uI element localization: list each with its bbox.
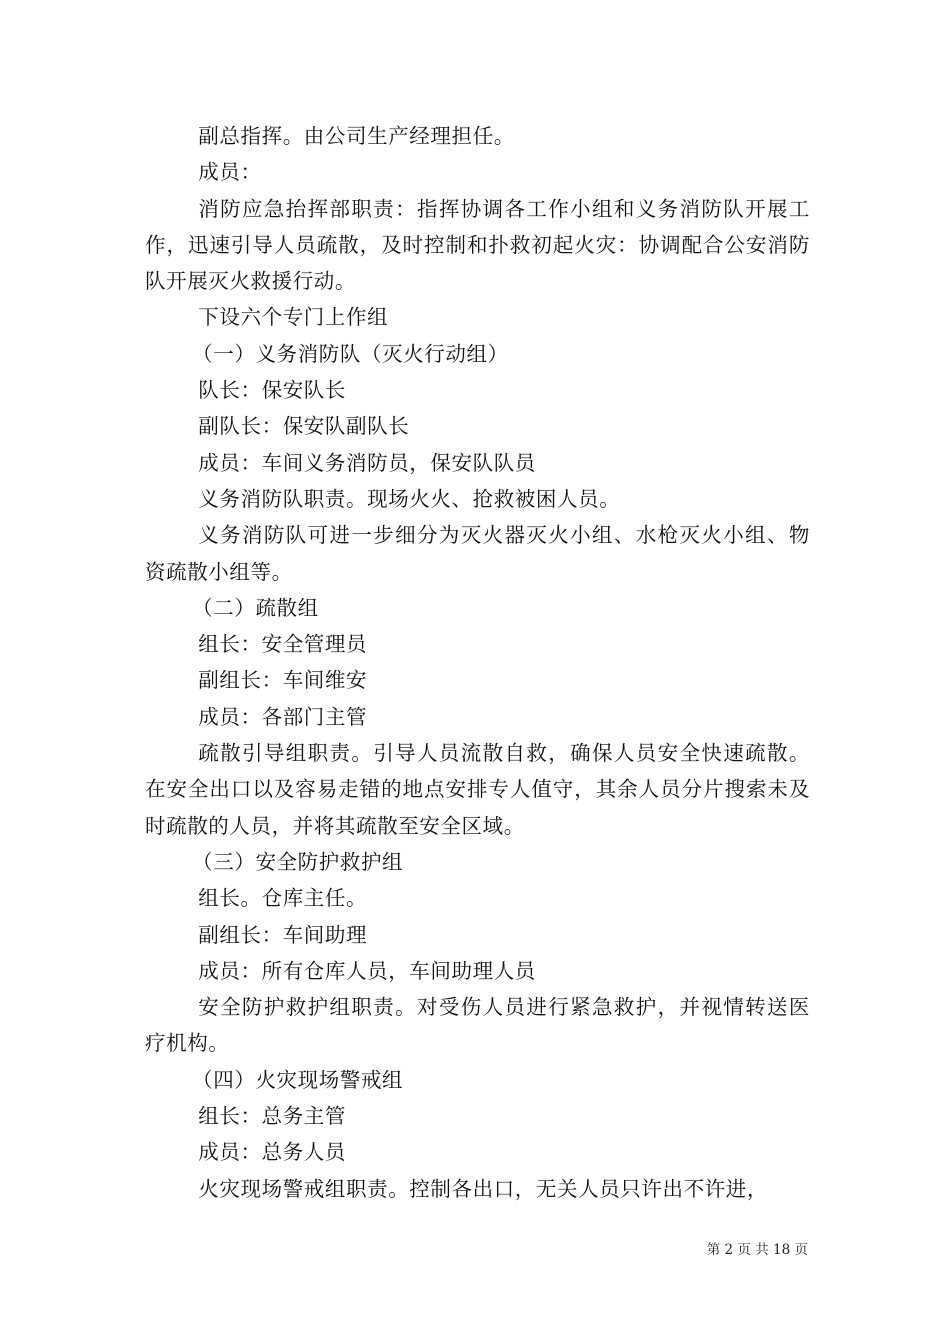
paragraph: 副队长：保安队副队长	[198, 414, 410, 439]
paragraph: 消防应急抬挥部职责：指挥协调各工作小组和义务消防队开展工作，迅速引导人员疏散，及时控制和扑救初起火灾：协调配合公安消防队开展灭火救援行动。	[145, 196, 810, 294]
paragraph: 成员：各部门主管	[198, 704, 368, 729]
paragraph: 成员：所有仓库人员，车间助理人员	[198, 958, 536, 983]
paragraph: 义务消防队可进一步细分为灭火器灭火小组、水枪灭火小组、物资疏散小组等。	[145, 523, 810, 584]
section-heading: （二）疏散组	[192, 595, 319, 620]
paragraph: 副组长：车间助理	[198, 922, 368, 947]
section-heading: （三）安全防护救护组	[192, 849, 404, 874]
paragraph: 队长：保安队长	[198, 378, 346, 403]
paragraph: 组长。仓库主任。	[198, 886, 368, 911]
paragraph: 火灾现场警戒组职责。控制各出口，无关人员只许出不许进，	[198, 1176, 768, 1201]
paragraph: 成员：车间义务消防员，保安队队员	[198, 450, 536, 475]
section-heading: （一）义务消防队（灭火行动组）	[192, 341, 509, 366]
paragraph: 成员：	[198, 160, 262, 185]
page-number: 第 2 页 共 18 页	[706, 1242, 808, 1258]
paragraph: 疏散引导组职责。引导人员流散自救，确保人员安全快速疏散。在安全出口以及容易走错的地点安排专人值守，其余人员分片搜索未及时疏散的人员，并将其疏散至安全区域。	[145, 741, 810, 838]
section-heading: （四）火灾现场警戒组	[192, 1067, 404, 1092]
paragraph: 组长：总务主管	[198, 1104, 346, 1129]
paragraph: 副总指挥。由公司生产经理担任。	[198, 124, 515, 148]
paragraph: 组长：安全管理员	[198, 632, 368, 657]
paragraph: 成员：总务人员	[198, 1140, 346, 1165]
paragraph: 安全防护救护组职责。对受伤人员进行紧急救护，并视情转送医疗机构。	[145, 995, 810, 1056]
paragraph: 下设六个专门上作组	[198, 305, 389, 330]
document-body	[145, 118, 810, 1207]
paragraph: 副组长：车间维安	[198, 668, 368, 693]
paragraph: 义务消防队职责。现场火火、抢救被困人员。	[198, 486, 621, 511]
